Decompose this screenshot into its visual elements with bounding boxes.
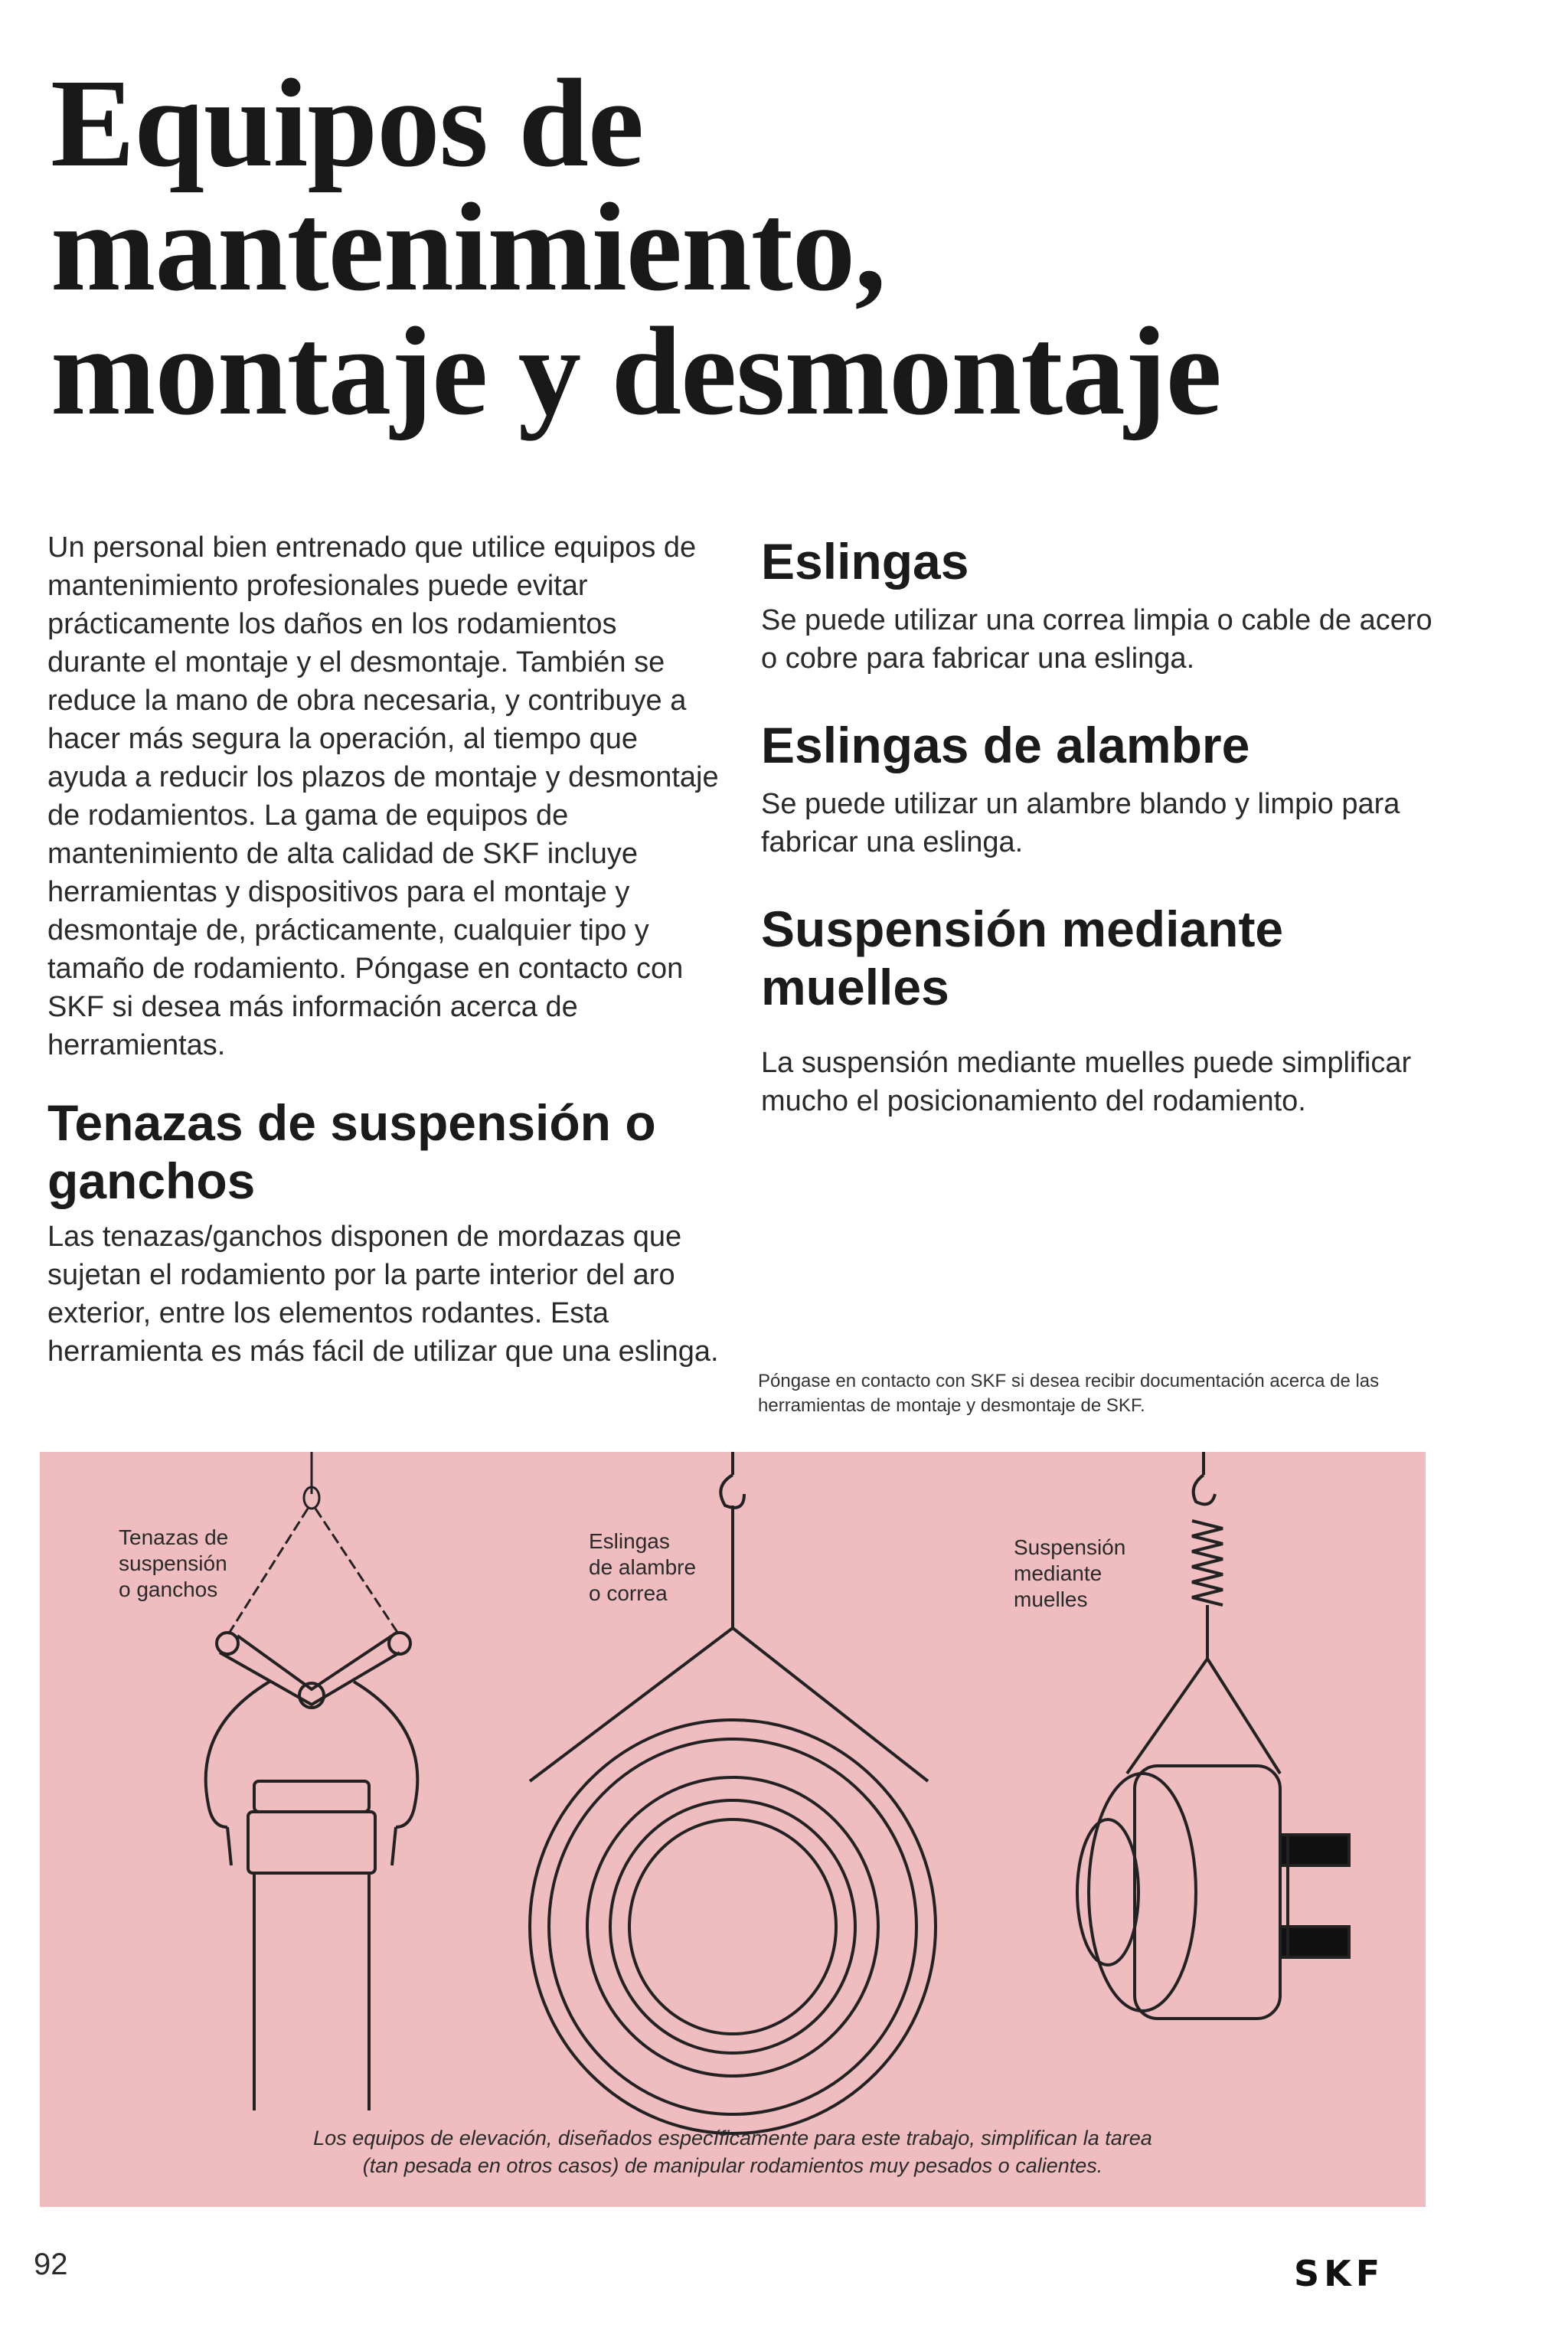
bearing-ring-icon (530, 1720, 936, 2133)
spring-icon (1192, 1452, 1223, 1659)
chain-icon (227, 1452, 400, 1636)
lifting-illustration (40, 1452, 1426, 2207)
contact-note: Póngase en contacto con SKF si desea recibir documentación acerca de las herramientas de montaje y desmontaje de SKF. (758, 1371, 1380, 1416)
suspension-heading: Suspensión mediante muelles (761, 901, 1284, 1015)
eslingas-heading: Eslingas (761, 533, 969, 590)
sling-icon (530, 1628, 928, 1781)
lifting-equipment-figure (40, 1452, 1426, 2207)
title-line-3: montaje y desmontaje (51, 301, 1221, 441)
tongs-icon (206, 1633, 418, 1865)
left-column (47, 528, 721, 1371)
figure-caption: Los equipos de elevación, diseñados específicamente para este trabajo, simplifican la tarea (tan pesada en otros casos) de manipular rodamientos muy pesados o calientes. (313, 2127, 1152, 2177)
right-column (761, 532, 1450, 1120)
skf-logo: SKF (1294, 2253, 1385, 2294)
bearing-shaft-icon (248, 1781, 375, 2110)
tenazas-body: Las tenazas/ganchos disponen de mordazas que sujetan el rodamiento por la parte interior del aro exterior, entre los elementos rodantes. Esta herramienta es más fácil de utilizar que una eslinga. (47, 1221, 719, 1368)
page-number: 92 (34, 2248, 68, 2281)
tenazas-heading: Tenazas de suspensión o ganchos (47, 1094, 656, 1209)
eslingas-alambre-body: Se puede utilizar un alambre blando y limpio para fabricar una eslinga. (761, 788, 1400, 858)
eslingas-alambre-heading: Eslingas de alambre (761, 717, 1250, 773)
tongs-label: Tenazas de suspensión o ganchos (119, 1525, 229, 1601)
hook-icon (720, 1452, 744, 1628)
spring-label: Suspensión mediante muelles (1014, 1535, 1126, 1611)
sling-label: Eslingas de alambre o correa (589, 1529, 697, 1605)
title-line-2: mantenimiento, (51, 177, 886, 317)
page-title (51, 53, 1352, 441)
suspension-body: La suspensión mediante muelles puede simplificar mucho el posicionamiento del rodamiento. (761, 1047, 1412, 1117)
sling-right-icon (1127, 1659, 1280, 1774)
title-line-1: Equipos de (51, 53, 644, 193)
eslingas-body: Se puede utilizar una correa limpia o cable de acero o cobre para fabricar una eslinga. (761, 604, 1432, 675)
shaft-bearing-icon (1077, 1766, 1349, 2019)
intro-paragraph: Un personal bien entrenado que utilice equipos de mantenimiento profesionales puede evitar prácticamente los daños en los rodamientos durante el montaje y el desmontaje. También se reduce la mano de obra necesaria, y contribuye a hacer más segura la operación, al tiempo que ayuda a reducir los plazos de montaje y desmontaje de rodamientos. La gama de equipos de mantenimiento de alta calidad de SKF incluye herramientas y dispositivos para el montaje y desmontaje de, prácticamente, cualquier tipo y tamaño de rodamiento. Póngase en contacto con SKF si desea más información acerca de herramientas. (47, 531, 719, 1061)
